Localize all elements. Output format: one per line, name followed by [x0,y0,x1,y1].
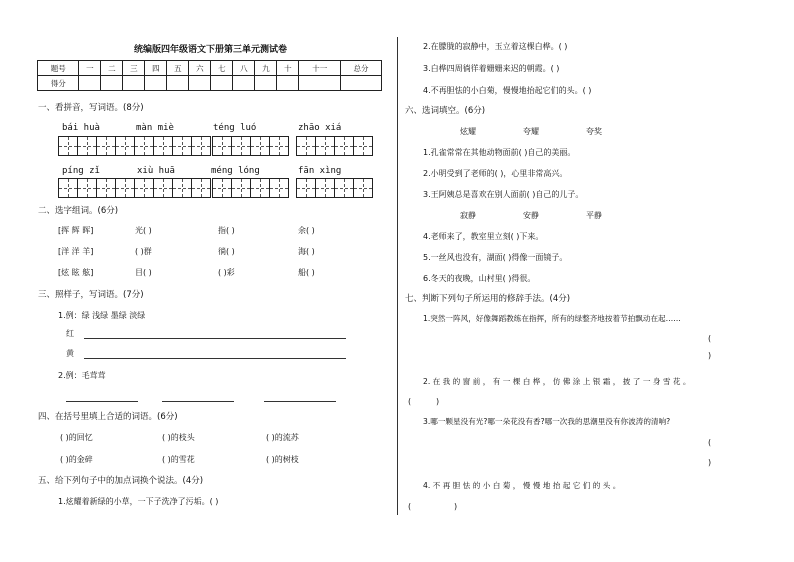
word-option: 炫耀 [460,127,476,136]
score-input-cell[interactable] [233,76,255,91]
writing-grid[interactable] [212,178,289,198]
pinyin-8: fān xìng [298,166,342,176]
answer-line[interactable] [162,401,234,402]
blank-item[interactable]: 指( ) [218,226,235,235]
blank-item[interactable]: 海( ) [298,247,315,256]
score-input-cell[interactable] [299,76,341,91]
section-7-heading: 七、判断下列句子所运用的修辞手法。(4分) [405,294,571,304]
fill-blank[interactable]: ( )的树枝 [266,455,299,464]
question-7-1: 1.突然一阵风，好像舞蹈教练在指挥，所有的绿整齐地按着节拍飘动在起…… [423,314,681,323]
pinyin-5: píng zǐ [62,166,100,176]
score-cell: 三 [123,61,145,76]
page-title: 统编版四年级语文下册第三单元测试卷 [134,45,288,55]
score-cell: 八 [233,61,255,76]
score-cell: 四 [145,61,167,76]
score-input-cell[interactable] [123,76,145,91]
section-6-heading: 六、选词填空。(6分) [405,106,486,116]
answer-line[interactable] [84,338,346,339]
score-table-score-row [38,76,382,91]
char-group: [炫 眩 舷] [58,268,94,277]
answer-paren-open[interactable]: ( [708,438,712,447]
answer-line[interactable] [264,401,336,402]
pinyin-3: téng luó [213,123,257,133]
char-group: [洋 洋 羊] [58,247,94,256]
score-cell: 六 [189,61,211,76]
question-5-1: 1.炫耀着新绿的小草，一下子洗净了污垢。( ) [58,497,219,506]
writing-grid[interactable] [212,136,289,156]
section-2-heading: 二、选字组词。(6分) [38,206,119,216]
answer-paren-close[interactable]: ) [708,351,712,360]
blank-item[interactable]: 徜( ) [218,247,235,256]
answer-paren-close[interactable]: ) [708,458,712,467]
question-5-3: 3.白桦四周徜徉着姗姗来迟的朝霞。( ) [423,64,560,73]
blank-item[interactable]: 船( ) [298,268,315,277]
score-cell: 一 [79,61,101,76]
question-6-3: 3.王阿姨总是喜欢在别人面前( )自己的儿子。 [423,190,584,199]
question-5-2: 2.在朦胧的寂静中，玉立着这棵白桦。( ) [423,42,568,51]
score-input-cell[interactable] [79,76,101,91]
example-1: 1.例：绿 浅绿 墨绿 淡绿 [58,311,146,320]
example-2: 2.例：毛茸茸 [58,371,106,380]
writing-grid[interactable] [134,136,211,156]
score-input-cell[interactable] [277,76,299,91]
fill-blank[interactable]: ( )的流苏 [266,433,299,442]
section-4-heading: 四、在括号里填上合适的词语。(6分) [38,412,178,422]
score-input-cell[interactable] [167,76,189,91]
pinyin-2: màn miè [136,123,174,133]
blank-item[interactable]: 余( ) [298,226,315,235]
answer-paren[interactable]: ) [454,502,458,511]
pinyin-7: méng lóng [211,166,260,176]
question-7-2: 2. 在 我 的 窗 前 ， 有 一 棵 白 桦 ， 仿 佛 涂 上 银 霜 ， 披 了 一 身 雪 花 。 [423,377,691,386]
score-cell: 十一 [299,61,341,76]
score-row-label: 得分 [38,76,79,91]
section-5-heading: 五、给下列句子中的加点词换个说法。(4分) [38,476,204,486]
pinyin-4: zhāo xiá [298,123,342,133]
section-1-heading: 一、看拼音，写词语。(8分) [38,103,144,113]
score-cell: 二 [101,61,123,76]
word-red: 红 [66,329,74,338]
score-input-cell[interactable] [145,76,167,91]
word-yellow: 黄 [66,349,74,358]
question-7-3: 3.哪一颗星没有光?哪一朵花没有香?哪一次我的思潮里没有你波涛的清响? [423,417,671,426]
score-cell: 七 [211,61,233,76]
blank-item[interactable]: ( )彩 [218,268,235,277]
score-input-cell[interactable] [255,76,277,91]
question-6-5: 5.一丝风也没有，湖面( )得像一面镜子。 [423,253,568,262]
column-divider [397,37,398,515]
score-table [37,60,382,91]
question-6-6: 6.冬天的夜晚，山村里( )得很。 [423,274,536,283]
score-input-cell[interactable] [189,76,211,91]
question-6-4: 4.老师来了，教室里立刻( )下来。 [423,232,544,241]
word-option: 夸耀 [523,127,539,136]
writing-grid[interactable] [58,178,135,198]
score-input-cell[interactable] [101,76,123,91]
answer-paren[interactable]: ( [408,397,412,406]
char-group: [挥 辉 晖] [58,226,94,235]
pinyin-6: xiù huā [137,166,175,176]
score-table-header-row [38,61,382,76]
question-6-2: 2.小明受到了老师的( )，心里非常高兴。 [423,169,568,178]
score-cell: 题号 [38,61,79,76]
blank-item[interactable]: 光( ) [135,226,152,235]
writing-grid[interactable] [296,136,373,156]
fill-blank[interactable]: ( )的回忆 [60,433,93,442]
score-cell: 九 [255,61,277,76]
fill-blank[interactable]: ( )的枝头 [162,433,195,442]
answer-line[interactable] [66,401,138,402]
fill-blank[interactable]: ( )的雪花 [162,455,195,464]
word-option: 寂静 [460,211,476,220]
score-cell: 五 [167,61,189,76]
answer-paren[interactable]: ) [436,397,440,406]
answer-paren[interactable]: ( [408,502,412,511]
score-cell: 十 [277,61,299,76]
blank-item[interactable]: 目( ) [135,268,152,277]
score-input-cell[interactable] [211,76,233,91]
writing-grid[interactable] [134,178,211,198]
word-option: 安静 [523,211,539,220]
answer-line[interactable] [84,358,346,359]
score-cell: 总分 [341,61,382,76]
writing-grid[interactable] [58,136,135,156]
word-option: 夸奖 [586,127,602,136]
pinyin-1: bái huà [62,123,100,133]
answer-paren-open[interactable]: ( [708,334,712,343]
question-7-4: 4. 不 再 胆 怯 的 小 白 菊 ， 慢 慢 地 抬 起 它 们 的 头 。 [423,481,621,490]
question-5-4: 4.不再胆怯的小白菊，慢慢地抬起它们的头。( ) [423,86,592,95]
word-option: 平静 [586,211,602,220]
question-6-1: 1.孔雀常常在其他动物面前( )自己的美丽。 [423,148,576,157]
blank-item[interactable]: ( )群 [135,247,152,256]
section-3-heading: 三、照样子，写词语。(7分) [38,290,144,300]
writing-grid[interactable] [296,178,373,198]
fill-blank[interactable]: ( )的金碎 [60,455,93,464]
score-input-cell[interactable] [341,76,382,91]
